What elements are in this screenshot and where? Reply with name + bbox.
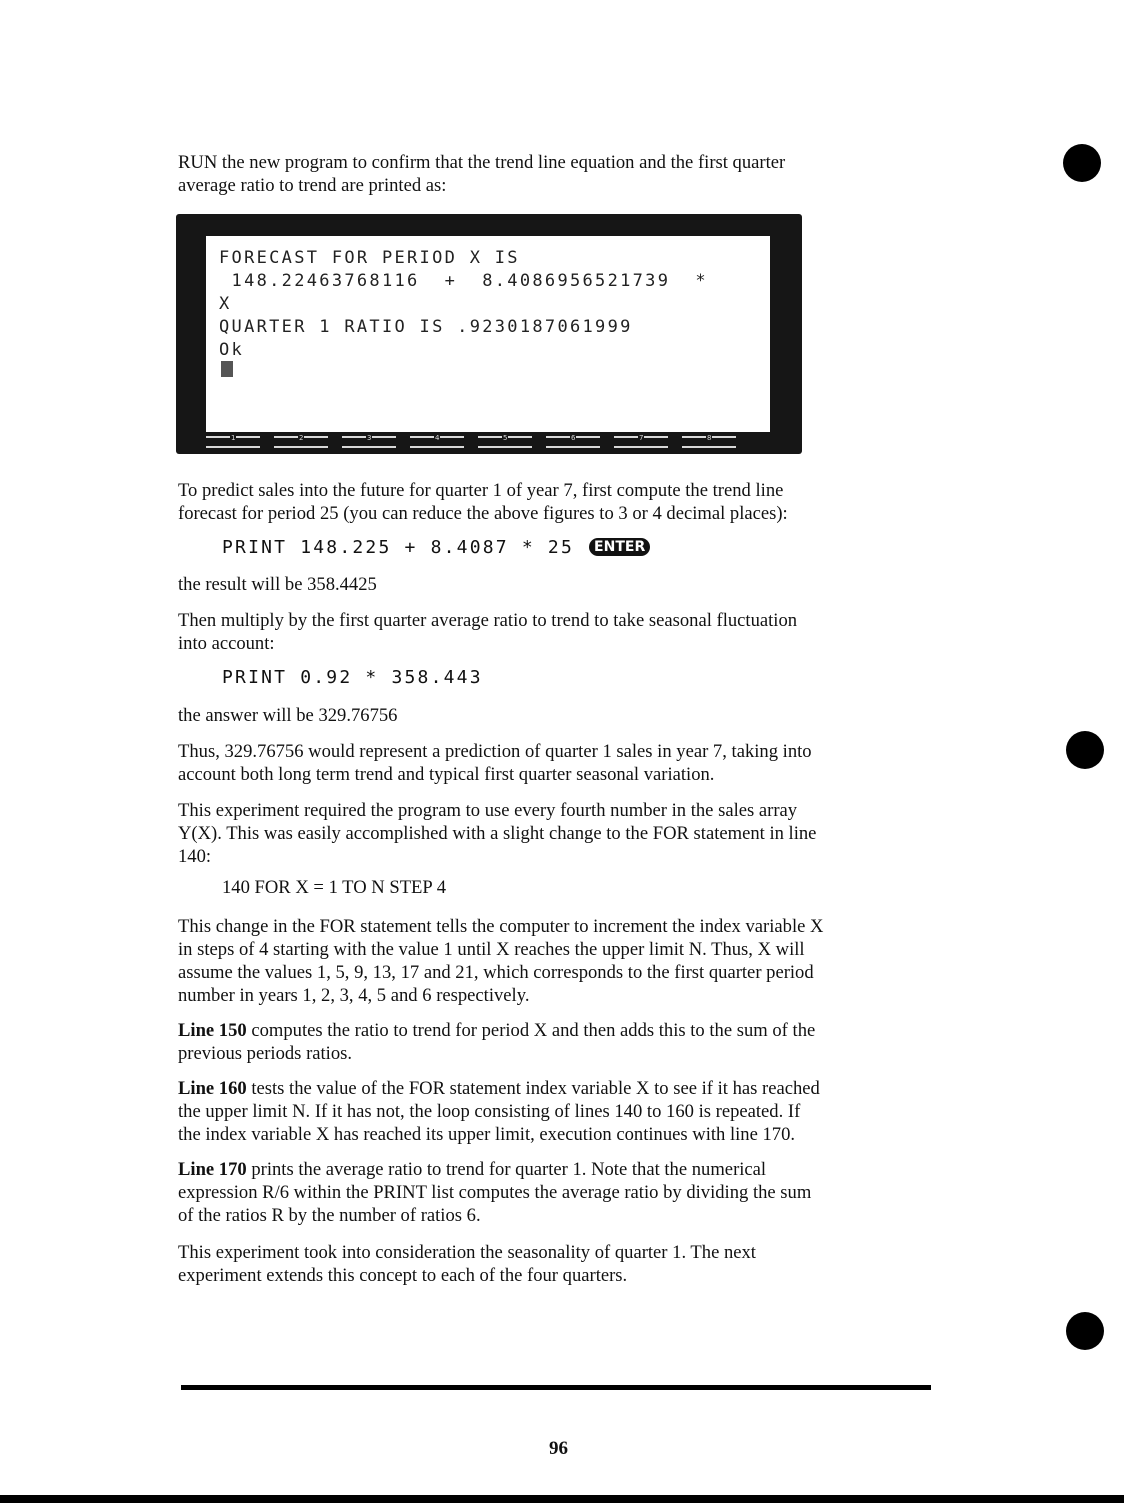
answer-line: the answer will be 329.76756 xyxy=(178,705,398,726)
punch-hole-top xyxy=(1063,144,1101,182)
screen-line: QUARTER 1 RATIO IS .9230187061999 xyxy=(219,317,633,337)
experiment-line: Y(X). This was easily accomplished with a slight change to the FOR statement in line xyxy=(178,823,817,844)
function-key: 7 xyxy=(614,436,668,448)
line170-line: expression R/6 within the PRINT list computes the average ratio by dividing the sum xyxy=(178,1182,812,1203)
function-key-strip xyxy=(206,436,770,448)
experiment-paragraph xyxy=(178,799,938,868)
result-paragraph xyxy=(178,573,938,596)
intro-line: RUN the new program to confirm that the trend line equation and the first quarter xyxy=(178,152,786,173)
screen-line: 148.22463768116 + 8.4086956521739 * xyxy=(219,271,708,291)
line160-line: Line 160 tests the value of the FOR statement index variable X to see if it has reached xyxy=(178,1078,820,1099)
function-key: 5 xyxy=(478,436,532,448)
screen-line: Ok xyxy=(219,340,245,360)
thus-paragraph xyxy=(178,740,938,786)
thus-line: account both long term trend and typical first quarter seasonal variation. xyxy=(178,764,715,785)
line150-label: Line 150 xyxy=(178,1020,247,1041)
line150-paragraph xyxy=(178,1019,938,1065)
closing-line: experiment extends this concept to each of the four quarters. xyxy=(178,1265,628,1286)
experiment-line: 140: xyxy=(178,846,212,867)
predict-paragraph xyxy=(178,479,938,525)
multiply-line: Then multiply by the first quarter average ratio to trend to take seasonal fluctuation xyxy=(178,610,798,631)
multiply-paragraph xyxy=(178,609,938,655)
line150-line: Line 150 computes the ratio to trend for period X and then adds this to the sum of the xyxy=(178,1020,816,1041)
footer-rule xyxy=(181,1385,931,1390)
code-print-multiply xyxy=(222,667,483,688)
screen-line: FORECAST FOR PERIOD X IS xyxy=(219,248,520,268)
thus-line: Thus, 329.76756 would represent a prediction of quarter 1 sales in year 7, taking into xyxy=(178,741,812,762)
page-number: 96 xyxy=(549,1438,568,1459)
experiment-line: This experiment required the program to use every fourth number in the sales array xyxy=(178,800,798,821)
line160-line: the upper limit N. If it has not, the loop consisting of lines 140 to 160 is repeated. If xyxy=(178,1101,801,1122)
change-line: This change in the FOR statement tells the computer to increment the index variable X xyxy=(178,916,824,937)
line160-paragraph xyxy=(178,1077,938,1146)
code-for-statement xyxy=(222,877,446,899)
screen-display xyxy=(206,236,770,432)
change-line: in steps of 4 starting with the value 1 until X reaches the upper limit N. Thus, X will xyxy=(178,939,805,960)
cursor-block xyxy=(221,361,233,377)
function-key: 1 xyxy=(206,436,260,448)
line170-line: of the ratios R by the number of ratios 6. xyxy=(178,1205,481,1226)
punch-hole-bottom xyxy=(1066,1312,1104,1350)
line160-label: Line 160 xyxy=(178,1078,247,1099)
line160-line: the index variable X has reached its upper limit, execution continues with line 170. xyxy=(178,1124,796,1145)
function-key: 4 xyxy=(410,436,464,448)
function-key: 8 xyxy=(682,436,736,448)
computer-screen xyxy=(176,214,802,454)
line170-label: Line 170 xyxy=(178,1159,247,1180)
closing-paragraph xyxy=(178,1241,938,1287)
intro-paragraph xyxy=(178,151,938,197)
intro-line: average ratio to trend are printed as: xyxy=(178,175,447,196)
predict-line: forecast for period 25 (you can reduce the above figures to 3 or 4 decimal places): xyxy=(178,503,788,524)
result-line: the result will be 358.4425 xyxy=(178,574,377,595)
answer-paragraph xyxy=(178,704,938,727)
code-text: PRINT 148.225 + 8.4087 * 25 xyxy=(222,537,574,558)
function-key: 6 xyxy=(546,436,600,448)
enter-key-icon: ENTER xyxy=(589,538,650,556)
predict-line: To predict sales into the future for quarter 1 of year 7, first compute the trend line xyxy=(178,480,784,501)
screen-line: X xyxy=(219,294,232,314)
punch-hole-middle xyxy=(1066,731,1104,769)
closing-line: This experiment took into consideration the seasonality of quarter 1. The next xyxy=(178,1242,756,1263)
change-line: number in years 1, 2, 3, 4, 5 and 6 respectively. xyxy=(178,985,530,1006)
scan-edge-bar xyxy=(0,1495,1124,1503)
code-text: PRINT 0.92 * 358.443 xyxy=(222,667,483,688)
line170-paragraph xyxy=(178,1158,938,1227)
function-key: 2 xyxy=(274,436,328,448)
function-key: 3 xyxy=(342,436,396,448)
multiply-line: into account: xyxy=(178,633,275,654)
code-text: 140 FOR X = 1 TO N STEP 4 xyxy=(222,877,447,898)
line150-line: previous periods ratios. xyxy=(178,1043,353,1064)
code-print-forecast xyxy=(222,537,650,558)
change-line: assume the values 1, 5, 9, 13, 17 and 21, which corresponds to the first quarter period xyxy=(178,962,814,983)
change-paragraph xyxy=(178,915,938,1007)
line170-line: Line 170 prints the average ratio to trend for quarter 1. Note that the numerical xyxy=(178,1159,767,1180)
